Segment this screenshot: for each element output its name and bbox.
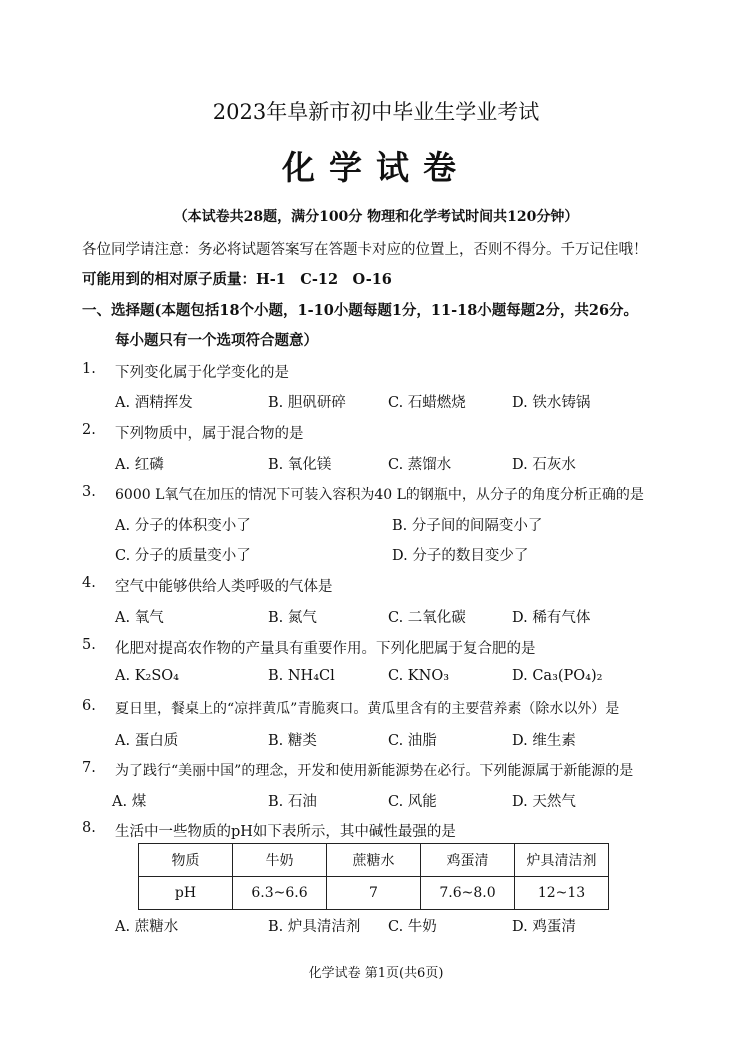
- exam-info: （本试卷共28题，满分100分 物理和化学考试时间共120分钟）: [173, 209, 579, 225]
- question-text: 化肥对提高农作物的产量具有重要作用。下列化肥属于复合肥的是: [115, 641, 536, 657]
- question-text: 为了践行“美丽中国”的理念，开发和使用新能源势在必行。下列能源属于新能源的是: [115, 763, 634, 779]
- option-a: A. 煤: [112, 794, 147, 810]
- option-c: C. 油脂: [388, 733, 437, 749]
- option-a: A. 氧气: [115, 610, 164, 626]
- option-a: A. 分子的体积变小了: [115, 518, 251, 534]
- question-number: 5.: [82, 637, 96, 653]
- section-title-line1: 一、选择题(本题包括18个小题，1-10小题每题1分，11-18小题每题2分，共26分。: [82, 302, 639, 319]
- question-text: 6000 L氧气在加压的情况下可装入容积为40 L的钢瓶中，从分子的角度分析正确的是: [115, 487, 644, 503]
- table-cell: 12~13: [515, 877, 609, 910]
- option-c: C. 分子的质量变小了: [115, 548, 251, 564]
- table-cell: 蔗糖水: [327, 844, 421, 877]
- option-c: C. 二氧化碳: [388, 610, 466, 626]
- question-number: 1.: [82, 361, 96, 377]
- table-cell: 7.6~8.0: [421, 877, 515, 910]
- option-a: A. 蛋白质: [115, 733, 179, 749]
- table-header-row: [139, 844, 609, 877]
- option-c: C. 牛奶: [388, 919, 437, 935]
- table-cell: 鸡蛋清: [421, 844, 515, 877]
- question-number: 6.: [82, 698, 96, 714]
- option-b: B. 氧化镁: [268, 457, 332, 473]
- option-d: D. 石灰水: [512, 457, 576, 473]
- option-d: D. 稀有气体: [512, 610, 591, 626]
- table-cell: 炉具清洁剂: [515, 844, 609, 877]
- option-a: A. K₂SO₄: [115, 668, 179, 684]
- question-number: 2.: [82, 422, 96, 438]
- table-cell: 6.3~6.6: [233, 877, 327, 910]
- table-cell: 7: [327, 877, 421, 910]
- option-b: B. 糖类: [268, 733, 317, 749]
- question-number: 4.: [82, 575, 96, 591]
- page-footer: 化学试卷 第1页(共6页): [308, 966, 444, 981]
- question-text: 夏日里，餐桌上的“凉拌黄瓜”青脆爽口。黄瓜里含有的主要营养素（除水以外）是: [115, 701, 620, 717]
- notice: 各位同学请注意：务必将试题答案写在答题卡对应的位置上，否则不得分。千万记住哦！: [82, 242, 648, 258]
- option-a: A. 蔗糖水: [115, 919, 179, 935]
- subject-title: 化学试卷: [282, 148, 470, 187]
- option-b: B. NH₄Cl: [268, 668, 335, 684]
- question-text: 空气中能够供给人类呼吸的气体是: [115, 579, 333, 595]
- question-text: 下列物质中，属于混合物的是: [115, 426, 304, 442]
- option-c: C. KNO₃: [388, 668, 450, 684]
- option-b: B. 炉具清洁剂: [268, 919, 361, 935]
- option-d: D. 铁水铸锅: [512, 395, 591, 411]
- option-a: A. 酒精挥发: [115, 395, 193, 411]
- question-number: 3.: [82, 484, 96, 500]
- option-d: D. 天然气: [512, 794, 576, 810]
- table-cell: pH: [139, 877, 233, 910]
- option-c: C. 石蜡燃烧: [388, 395, 466, 411]
- option-d: D. 维生素: [512, 733, 576, 749]
- question-text: 生活中一些物质的pH如下表所示，其中碱性最强的是: [115, 824, 456, 840]
- section-title-line2: 每小题只有一个选项符合题意）: [115, 332, 318, 349]
- option-c: C. 蒸馏水: [388, 457, 452, 473]
- option-b: B. 分子间的间隔变小了: [392, 518, 543, 534]
- atomic-mass: 可能用到的相对原子质量：H-1 C-12 O-16: [82, 271, 392, 288]
- option-b: B. 氮气: [268, 610, 317, 626]
- table-row: [139, 877, 609, 910]
- option-b: B. 胆矾研碎: [268, 395, 346, 411]
- table-cell: 牛奶: [233, 844, 327, 877]
- question-text: 下列变化属于化学变化的是: [115, 365, 289, 381]
- table-cell: 物质: [139, 844, 233, 877]
- option-a: A. 红磷: [115, 457, 164, 473]
- question-number: 7.: [82, 760, 96, 776]
- question-number: 8.: [82, 820, 96, 836]
- ph-table: [138, 843, 609, 910]
- exam-title: 2023年阜新市初中毕业生学业考试: [212, 100, 540, 124]
- option-c: C. 风能: [388, 794, 437, 810]
- option-b: B. 石油: [268, 794, 317, 810]
- option-d: D. 鸡蛋清: [512, 919, 576, 935]
- option-d: D. Ca₃(PO₄)₂: [512, 668, 603, 684]
- option-d: D. 分子的数目变少了: [392, 548, 529, 564]
